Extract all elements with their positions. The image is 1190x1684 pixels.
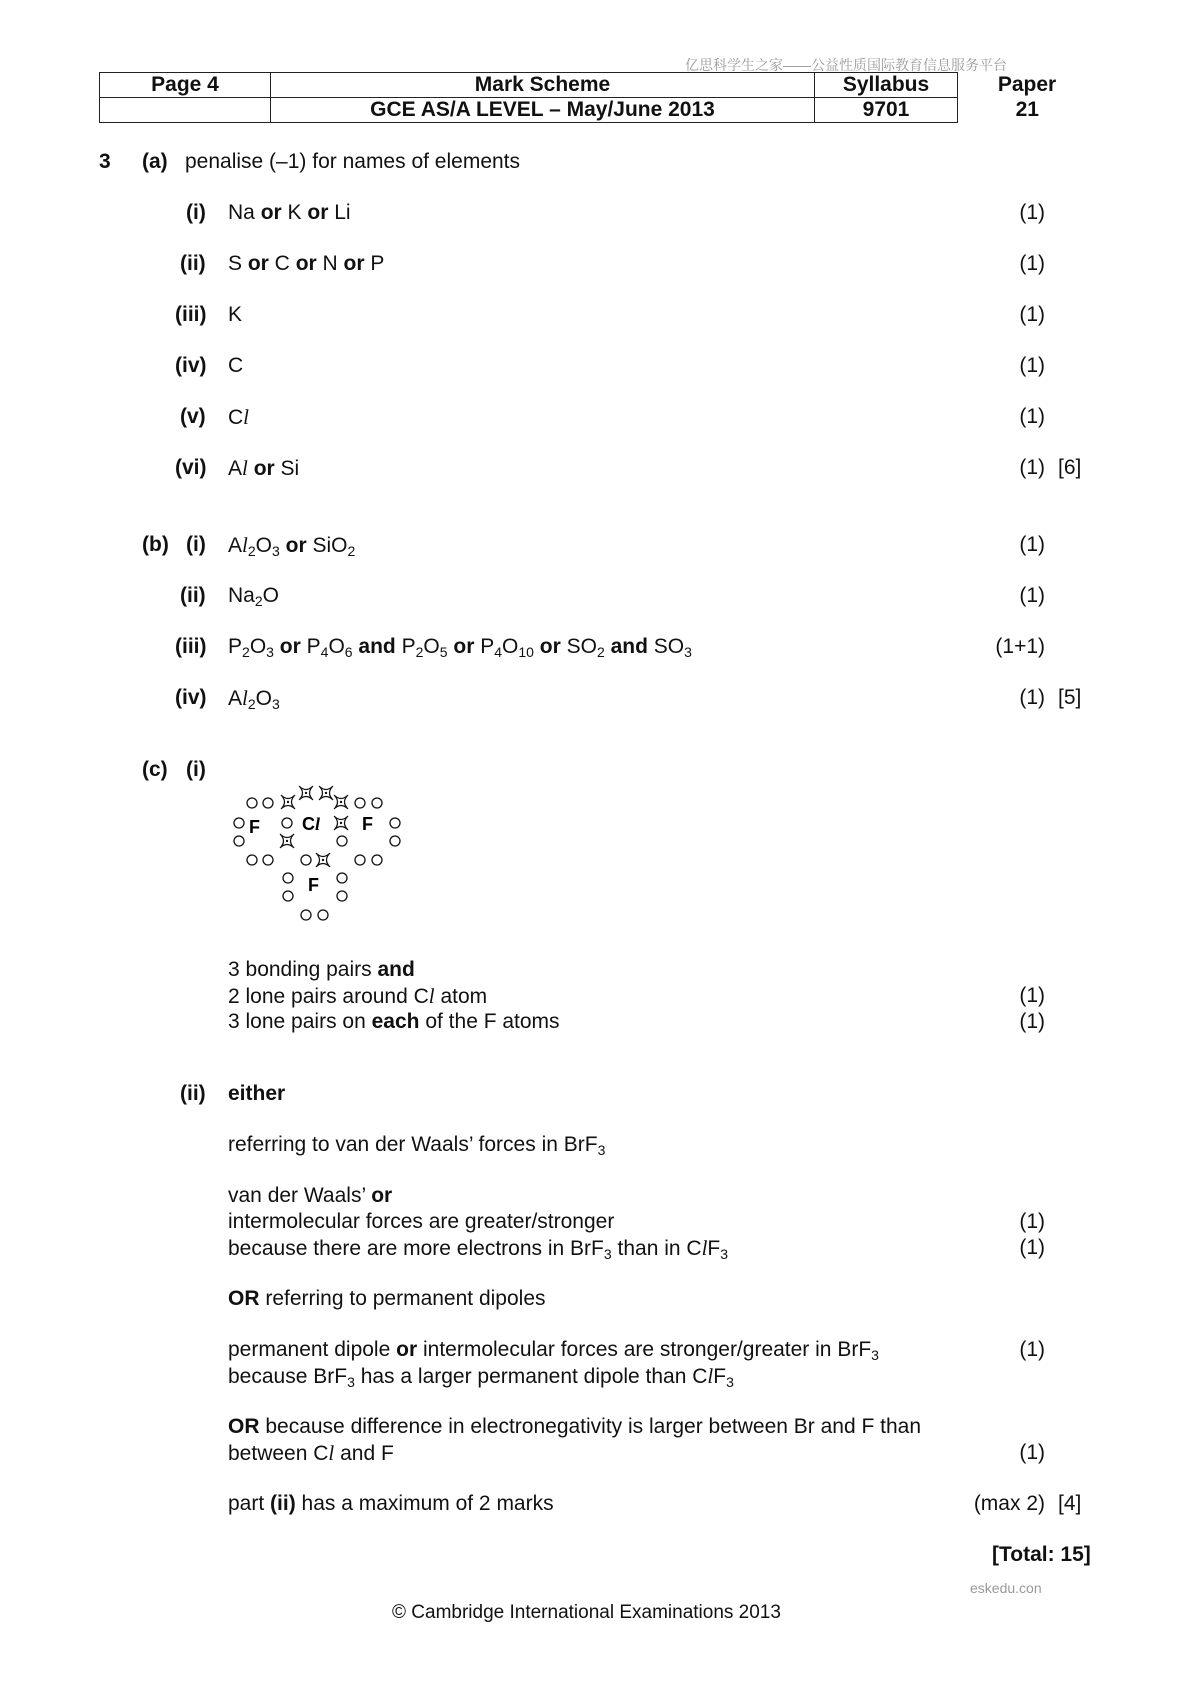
a-iii-answer: K [228,303,243,326]
b-ii-answer: $Na_2O$ [228,584,279,609]
c-ii-en-2: between Cl and F [228,1441,394,1465]
grand-total: [Total: 15] [992,1543,1091,1566]
b-iv-answer: $Al_2O_3$ [228,686,280,712]
b-iii-num: (iii) [175,635,207,658]
c-ii-mark-1: (1) [1019,1210,1045,1233]
c-i-num: (i) [186,758,206,781]
a-v-answer: Cl [228,405,250,429]
part-b-label: (b) [142,533,169,556]
c-ii-vdw-3: because there are more electrons in BrF$_3$ than in ClF$_3$ [228,1236,729,1262]
c-ii-dipole-2: because BrF$_3$ has a larger permanent dipole than ClF$_3$ [228,1364,734,1390]
a-v-num: (v) [180,405,206,428]
c-i-line1: 3 bonding pairs and [228,958,415,981]
b-i-num: (i) [186,533,206,556]
part-c-total: [4] [1058,1492,1082,1515]
a-iv-num: (iv) [175,354,207,377]
b-iv-mark: (1) [1019,686,1045,709]
c-ii-either: either [228,1082,286,1105]
diagram-atom-f-bottom: F [308,875,319,895]
header-table [99,72,1097,123]
c-ii-dipole-intro: OR referring to permanent dipoles [228,1287,546,1310]
part-b-total: [5] [1058,686,1082,709]
header-syllabus-code: 9701 [815,98,958,123]
c-ii-dipole-1: permanent dipole or intermolecular forces are stronger/greater in BrF$_3$ [228,1338,879,1363]
header-page: Page 4 [100,73,271,98]
a-i-mark: (1) [1019,201,1045,224]
a-vi-answer: Al or Si [228,456,300,480]
c-i-line3: 3 lone pairs on each of the F atoms [228,1010,560,1033]
a-v-mark: (1) [1019,405,1045,428]
header-syllabus: Syllabus [815,73,958,98]
c-ii-en-1: OR because difference in electronegativity is larger between Br and F than [228,1415,922,1438]
header-blank [100,98,271,123]
b-iv-num: (iv) [175,686,207,709]
a-iv-mark: (1) [1019,354,1045,377]
c-ii-mark-3: (1) [1019,1338,1045,1361]
a-i-answer: Na or K or Li [228,201,351,224]
part-a-intro: penalise (–1) for names of elements [185,150,521,173]
watermark-bottom: eskedu.con [970,1580,1042,1596]
b-iii-mark: (1+1) [995,635,1045,658]
watermark-top: 亿思科学生之家——公益性质国际教育信息服务平台 [685,57,1007,73]
c-ii-vdw-intro: referring to van der Waals’ forces in BrF$_3$ [228,1133,606,1158]
a-iii-num: (iii) [175,303,207,326]
a-iv-answer: C [228,354,244,377]
a-ii-num: (ii) [180,252,206,275]
c-ii-vdw-2: intermolecular forces are greater/stronger [228,1210,615,1233]
header-mark-scheme: Mark Scheme [271,73,815,98]
c-ii-mark-4: (1) [1019,1441,1045,1464]
part-a-label: (a) [142,150,168,173]
b-ii-num: (ii) [180,584,206,607]
c-ii-num: (ii) [180,1082,206,1105]
header-paper-no: 21 [1015,98,1039,121]
c-ii-mark-2: (1) [1019,1236,1045,1259]
a-iii-mark: (1) [1019,303,1045,326]
header-paper: Paper [997,73,1057,96]
c-i-line2: 2 lone pairs around Cl atom [228,984,488,1008]
diagram-atom-f-right: F [362,814,373,834]
c-ii-max-mark: (max 2) [973,1492,1045,1515]
dot-cross-diagram-clf3 [222,780,412,940]
c-ii-max-note: part (ii) has a maximum of 2 marks [228,1492,554,1515]
b-i-answer: $Al_2O_3$ or SiO$_2$ [228,533,356,559]
a-ii-mark: (1) [1019,252,1045,275]
a-vi-num: (vi) [175,456,207,479]
footer-copyright: © Cambridge International Examinations 2013 [392,1602,781,1623]
header-exam: GCE AS/A LEVEL – May/June 2013 [271,98,815,123]
c-i-mark-2: (1) [1019,1010,1045,1033]
a-vi-mark: (1) [1019,456,1045,479]
c-ii-vdw-1: van der Waals’ or [228,1184,393,1207]
diagram-atom-f-left: F [249,817,260,837]
part-c-label: (c) [142,758,168,781]
part-a-total: [6] [1058,456,1082,479]
b-i-mark: (1) [1019,533,1045,556]
c-i-mark-1: (1) [1019,984,1045,1007]
diagram-atom-cl: Cl [302,814,321,834]
a-ii-answer: S or C or N or P [228,252,385,275]
b-ii-mark: (1) [1019,584,1045,607]
b-iii-answer: $P_2O_3$ or $P_4O_6$ and $P_2O_5$ or $P_4O_{10}$ or $SO_2$ and $SO_3$ [228,635,692,660]
a-i-num: (i) [186,201,206,224]
question-number: 3 [99,150,111,173]
